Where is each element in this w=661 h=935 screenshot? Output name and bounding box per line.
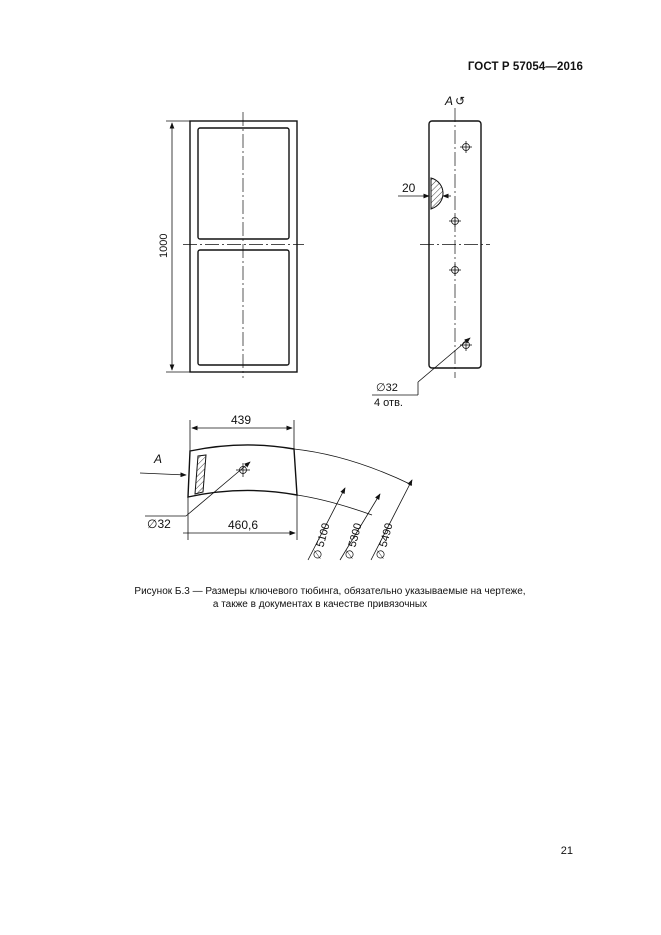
side-hole-count: 4 отв. [374,397,403,409]
plan-radius-5100: ∅ 5100 [311,521,333,561]
side-recess-hatch [431,178,443,209]
plan-hole-diameter: ∅32 [147,517,171,531]
page-number: 21 [560,845,573,857]
rotation-icon: ↺ [455,94,466,108]
plan-radius-5490: ∅ 5490 [374,521,396,561]
plan-arc-1 [297,495,372,515]
front-lower-panel [198,250,289,365]
plan-joint-hatch [195,455,206,494]
front-view [158,112,304,378]
plan-direction-label: А [154,452,163,466]
side-holes [449,141,472,351]
document-code: ГОСТ Р 57054—2016 [467,61,583,73]
plan-view [140,413,412,561]
side-view-label: А [445,94,454,108]
plan-direction-arrow [140,473,186,475]
plan-bottom-width: 460,6 [228,518,259,532]
side-hole-leader [418,338,470,382]
caption-line-2: а также в документах в качестве привязочных [212,599,428,610]
figure-caption [90,585,570,611]
caption-line-1: Рисунок Б.3 — Размеры ключевого тюбинга, обязательно указываемые на чертеже, [134,586,526,597]
front-upper-panel [198,128,289,239]
side-depth-dimension: 20 [402,181,416,195]
side-hole-diameter: ∅32 [376,382,398,394]
side-view [372,94,490,409]
plan-arc-2 [294,449,412,485]
front-outer-frame [190,121,297,372]
front-height-dimension: 1000 [158,233,170,258]
plan-radius-5300: ∅ 5300 [343,521,365,561]
plan-top-width: 439 [231,413,252,427]
